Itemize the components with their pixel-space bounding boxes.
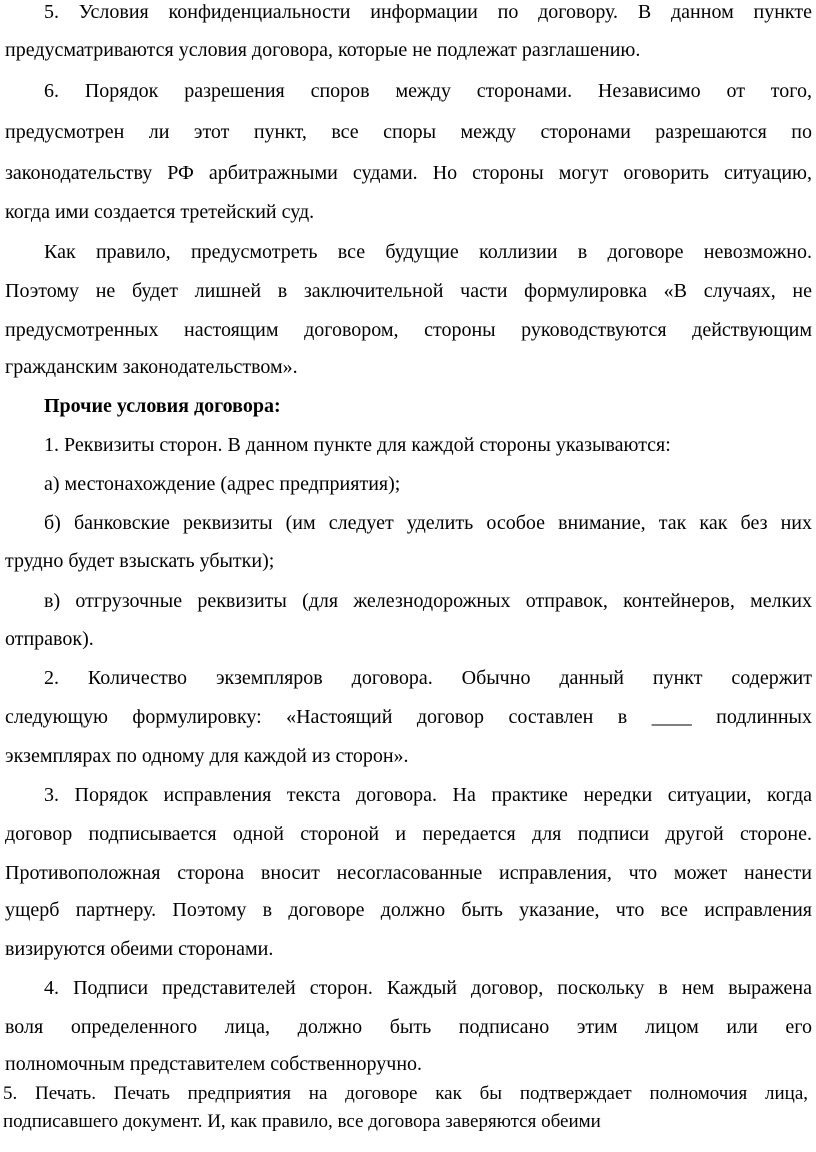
paragraph-disputes-line-1: 6. Порядок разрешения споров между сторонами. Независимо от того, bbox=[44, 80, 812, 102]
paragraph-seal-line-1: 5. Печать. Печать предприятия на договоре как бы подтверждает полномочия лица, bbox=[3, 1083, 808, 1104]
paragraph-disputes-line-4: когда ими создается третейский суд. bbox=[5, 201, 315, 223]
paragraph-corrections-line-4: ущерб партнеру. Поэтому в договоре должно быть указание, что все исправления bbox=[5, 899, 812, 921]
paragraph-rule-line-1: Как правило, предусмотреть все будущие коллизии в договоре невозможно. bbox=[44, 241, 812, 263]
paragraph-corrections-line-2: договор подписывается одной стороной и передается для подписи другой стороне. bbox=[5, 823, 812, 845]
paragraph-confidentiality-line-1: 5. Условия конфиденциальности информации по договору. В данном пункте bbox=[44, 1, 812, 23]
paragraph-rule-line-2: Поэтому не будет лишней в заключительной части формулировка «В случаях, не bbox=[5, 280, 812, 302]
paragraph-disputes-line-2: предусмотрен ли этот пункт, все споры между сторонами разрешаются по bbox=[5, 121, 812, 143]
paragraph-corrections-line-5: визируются обеими сторонами. bbox=[5, 938, 274, 960]
section-heading: Прочие условия договора: bbox=[44, 395, 281, 417]
paragraph-rule-line-4: гражданским законодательством». bbox=[5, 356, 298, 378]
paragraph-seal-line-2: подписавшего документ. И, как правило, все договора заверяются обеими bbox=[3, 1111, 601, 1132]
paragraph-copies-line-1: 2. Количество экземпляров договора. Обычно данный пункт содержит bbox=[44, 667, 812, 689]
paragraph-signatures-line-1: 4. Подписи представителей сторон. Каждый договор, поскольку в нем выражена bbox=[44, 977, 812, 999]
paragraph-corrections-line-3: Противоположная сторона вносит несогласованные исправления, что может нанести bbox=[5, 862, 812, 884]
item-b-bank-line-1: б) банковские реквизиты (им следует уделить особое внимание, так как без них bbox=[44, 512, 812, 534]
paragraph-signatures-line-2: воля определенного лица, должно быть подписано этим лицом или его bbox=[5, 1016, 812, 1038]
paragraph-copies-line-2: следующую формулировку: «Настоящий договор составлен в ____ подлинных bbox=[5, 706, 812, 728]
paragraph-signatures-line-3: полномочным представителем собственноручно. bbox=[5, 1053, 423, 1075]
item-requisites: 1. Реквизиты сторон. В данном пункте для каждой стороны указываются: bbox=[44, 434, 671, 456]
paragraph-corrections-line-1: 3. Порядок исправления текста договора. На практике нередки ситуации, когда bbox=[44, 784, 812, 806]
item-a-location: а) местонахождение (адрес предприятия); bbox=[44, 473, 401, 495]
paragraph-confidentiality-line-2: предусматриваются условия договора, которые не подлежат разглашению. bbox=[5, 39, 641, 61]
paragraph-copies-line-3: экземплярах по одному для каждой из сторон». bbox=[5, 745, 409, 767]
paragraph-rule-line-3: предусмотренных настоящим договором, стороны руководствуются действующим bbox=[5, 319, 812, 341]
item-v-shipping-line-2: отправок). bbox=[5, 628, 94, 650]
paragraph-disputes-line-3: законодательству РФ арбитражными судами. Но стороны могут оговорить ситуацию, bbox=[5, 162, 812, 184]
item-b-bank-line-2: трудно будет взыскать убытки); bbox=[5, 550, 275, 572]
item-v-shipping-line-1: в) отгрузочные реквизиты (для железнодорожных отправок, контейнеров, мелких bbox=[44, 590, 812, 612]
